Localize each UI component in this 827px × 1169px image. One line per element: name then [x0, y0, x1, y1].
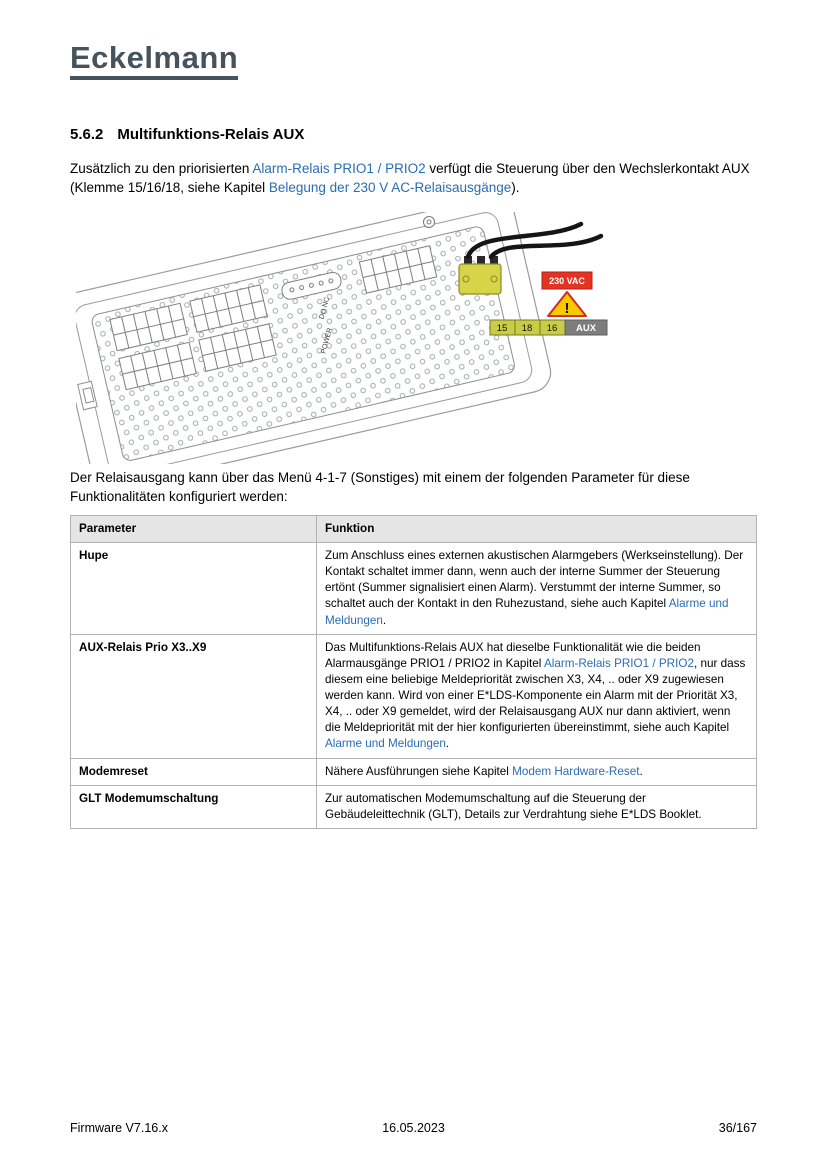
intro-text: verfügt die Steuerung über den Wechslerkontakt AUX (Klemme 15/16/18, siehe Kapitel [70, 160, 750, 196]
table-row-aux-relais-prio [71, 634, 757, 758]
warning-triangle-icon [548, 292, 586, 317]
parameter-table [70, 515, 757, 829]
aux-terminal-strip [490, 320, 607, 335]
section-title: Multifunktions-Relais AUX [117, 125, 305, 143]
terminal-cell-15-label: 15 [496, 322, 508, 334]
parameter-cell: Modemreset [71, 758, 317, 785]
column-header-funktion: Funktion [317, 515, 757, 542]
funktion-cell [317, 542, 757, 634]
voltage-badge-label: 230 VAC [549, 275, 585, 286]
device-illustration [76, 212, 766, 464]
funktion-text: Zum Anschluss eines externen akustischen Alarmgebers (Werkseinstellung). Der Kontakt schaltet immer dann, wenn auch der interne Summer der Steuerung ertönt (Summer signalisiert einen Alarm). Verstummt der interne Summer, so schaltet auch der Kontakt in den Ruhezustand, siehe auch Kapitel [325, 548, 744, 611]
funktion-text: Zur automatischen Modemumschaltung auf die Steuerung der Gebäudeleittechnik (GLT), Details zur Verdrahtung siehe E*LDS Booklet. [325, 791, 702, 821]
link-alarm-relais-prio[interactable]: Alarm-Relais PRIO1 / PRIO2 [543, 656, 694, 670]
device-body [76, 212, 555, 464]
column-header-parameter: Parameter [71, 515, 317, 542]
funktion-cell [317, 634, 757, 758]
table-row-modemreset [71, 758, 757, 785]
warning-exclamation: ! [564, 299, 570, 317]
link-belegung-ac-relaisausgaenge[interactable]: Belegung der 230 V AC-Relaisausgänge [268, 180, 512, 196]
funktion-text: Nähere Ausführungen siehe Kapitel [325, 764, 513, 778]
figure-container [76, 212, 757, 464]
link-alarme-und-meldungen[interactable]: Alarme und Meldungen [325, 597, 729, 627]
page-footer [70, 1121, 757, 1135]
aux-cell-label: AUX [575, 322, 597, 334]
link-modem-hardware-reset[interactable]: Modem Hardware-Reset [512, 764, 640, 778]
footer-firmware-version: Firmware V7.16.x [70, 1121, 168, 1135]
mounting-screw [424, 216, 435, 227]
intro-text: ). [511, 180, 520, 196]
parameter-cell: AUX-Relais Prio X3..X9 [71, 634, 317, 758]
intro-paragraph [70, 159, 757, 198]
funktion-text: Das Multifunktions-Relais AUX hat dieselbe Funktionalität wie die beiden Alarmausgänge PRIO1 / PRIO2 in Kapitel [325, 640, 701, 670]
section-heading [70, 126, 757, 143]
device-label-power: POWER [320, 326, 334, 355]
link-alarme-und-meldungen[interactable]: Alarme und Meldungen [325, 737, 446, 751]
terminal-cell-18-label: 18 [521, 322, 533, 334]
footer-page-number: 36/167 [718, 1121, 757, 1135]
terminal-cell-16-label: 16 [546, 322, 558, 334]
table-row-glt-modemumschaltung [71, 785, 757, 828]
device-label-do-nc: DO NC [318, 296, 332, 320]
funktion-cell [317, 785, 757, 828]
footer-date: 16.05.2023 [382, 1121, 445, 1135]
voltage-badge [542, 272, 592, 289]
funktion-text: , nur dass diesem eine beliebige Meldepriorität zwischen X3, X4, .. oder X9 zugewiesen werden kann. Wird von einer E*LDS-Komponente ein Alarm mit der Priorität X3, X4, .. oder X9 gemeldet, wird der Relaisausgang AUX nur dann aktiviert, wenn die Meldepriorität mit der hier konfigurierten übereinstimmt, siehe auch Kapitel [325, 656, 746, 735]
funktion-text: . [639, 764, 643, 778]
intro-text: Zusätzlich zu den priorisierten [70, 160, 253, 176]
parameter-cell: GLT Modemumschaltung [71, 785, 317, 828]
eckelmann-logo [70, 42, 757, 80]
config-paragraph: Der Relaisausgang kann über das Menü 4-1-7 (Sonstiges) mit einem der folgenden Parameter für diese Funktionalitäten konfiguriert werden: [70, 469, 690, 505]
table-row-hupe [71, 542, 757, 634]
aux-connector [459, 256, 501, 294]
funktion-text: . [382, 613, 387, 627]
table-header-row [71, 515, 757, 542]
section-number: 5.6.2 [70, 125, 104, 143]
funktion-text: . [445, 737, 450, 751]
link-alarm-relais-prio[interactable]: Alarm-Relais PRIO1 / PRIO2 [252, 160, 426, 176]
funktion-cell [317, 758, 757, 785]
parameter-cell: Hupe [71, 542, 317, 634]
logo-text: Eckelmann [70, 42, 238, 80]
